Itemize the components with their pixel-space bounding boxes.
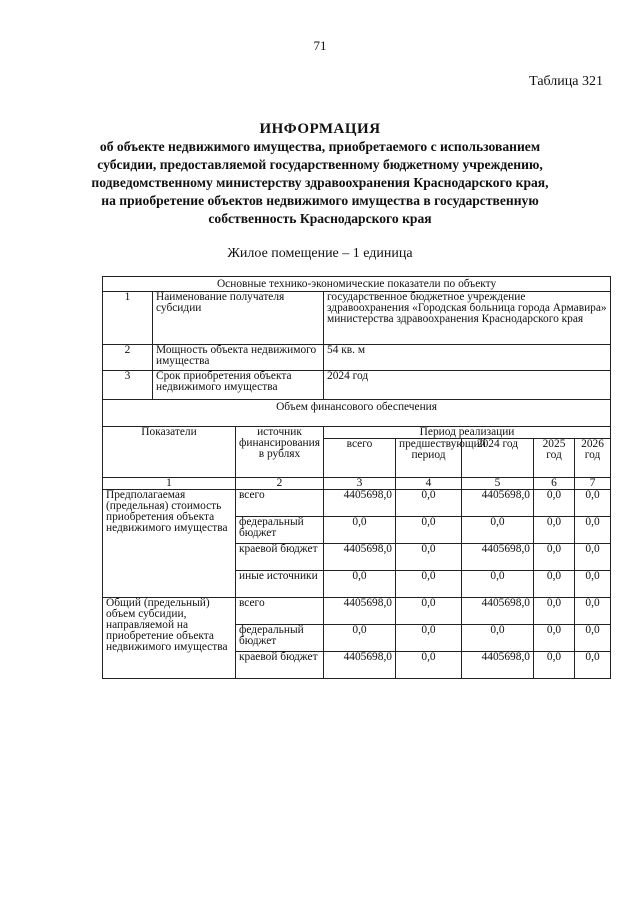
previous-cell: 0,0: [396, 571, 462, 598]
total-cell: 4405698,0: [324, 544, 396, 571]
total-cell: 0,0: [324, 625, 396, 652]
column-index: 7: [575, 478, 611, 490]
y2024-cell: 4405698,0: [462, 652, 534, 679]
section-financing-title: Объем финансового обеспечения: [103, 400, 611, 427]
heading-line-3: подведомственному министерству здравоохранения Краснодарского края,: [91, 175, 549, 190]
table-row: [103, 292, 611, 345]
row-number: 3: [103, 371, 153, 400]
y2026-cell: 0,0: [575, 490, 611, 517]
section-technical-title: Основные технико-экономические показатели по объекту: [103, 277, 611, 292]
source-cell: краевой бюджет: [236, 544, 324, 571]
y2025-cell: 0,0: [534, 544, 575, 571]
source-cell: всего: [236, 490, 324, 517]
total-cell: 0,0: [324, 517, 396, 544]
y2024-cell: 4405698,0: [462, 544, 534, 571]
row-label: Наименование получателя субсидии: [153, 292, 324, 345]
source-cell: краевой бюджет: [236, 652, 324, 679]
y2024-cell: 4405698,0: [462, 490, 534, 517]
y2025-cell: 0,0: [534, 652, 575, 679]
y2024-cell: 0,0: [462, 517, 534, 544]
y2024-cell: 0,0: [462, 571, 534, 598]
heading-line-2: субсидии, предоставляемой государственному бюджетному учреждению,: [97, 157, 543, 172]
header-previous: предшествующий период: [396, 439, 462, 478]
y2025-cell: 0,0: [534, 490, 575, 517]
table-row: [103, 371, 611, 400]
row-label: Срок приобретения объекта недвижимого имущества: [153, 371, 324, 400]
table-row: [103, 598, 611, 625]
row-value: 54 кв. м: [324, 345, 611, 371]
group-label-cost: Предполагаемая (предельная) стоимость приобретения объекта недвижимого имущества: [103, 490, 236, 598]
column-index: 4: [396, 478, 462, 490]
page-number: 71: [313, 38, 327, 53]
y2024-cell: 4405698,0: [462, 598, 534, 625]
previous-cell: 0,0: [396, 544, 462, 571]
row-value: государственное бюджетное учреждение здравоохранения «Городская больница города Армавира» министерства здравоохранения Краснодарского края: [324, 292, 611, 345]
header-total: всего: [324, 439, 396, 478]
row-number: 1: [103, 292, 153, 345]
y2026-cell: 0,0: [575, 571, 611, 598]
object-subtitle: Жилое помещение – 1 единица: [227, 246, 413, 261]
row-label: Мощность объекта недвижимого имущества: [153, 345, 324, 371]
y2025-cell: 0,0: [534, 598, 575, 625]
y2025-cell: 0,0: [534, 517, 575, 544]
heading-line-5: собственность Краснодарского края: [208, 211, 432, 226]
previous-cell: 0,0: [396, 517, 462, 544]
table-row: [103, 345, 611, 371]
previous-cell: 0,0: [396, 598, 462, 625]
header-2024: 2024 год: [462, 439, 534, 478]
heading-main: ИНФОРМАЦИЯ: [259, 121, 381, 137]
column-index: 3: [324, 478, 396, 490]
previous-cell: 0,0: [396, 652, 462, 679]
total-cell: 0,0: [324, 571, 396, 598]
table-row: [103, 490, 611, 517]
column-index: 5: [462, 478, 534, 490]
header-period: Период реализации: [324, 427, 611, 439]
column-index: 1: [103, 478, 236, 490]
total-cell: 4405698,0: [324, 490, 396, 517]
y2026-cell: 0,0: [575, 517, 611, 544]
y2024-cell: 0,0: [462, 625, 534, 652]
source-cell: всего: [236, 598, 324, 625]
document-heading: [80, 120, 560, 228]
y2026-cell: 0,0: [575, 625, 611, 652]
column-index: 6: [534, 478, 575, 490]
header-source: источник финансирования в рублях: [236, 427, 324, 478]
header-indicators: Показатели: [103, 427, 236, 478]
row-value: 2024 год: [324, 371, 611, 400]
y2025-cell: 0,0: [534, 571, 575, 598]
heading-line-1: об объекте недвижимого имущества, приобретаемого с использованием: [99, 139, 541, 154]
source-cell: федеральный бюджет: [236, 517, 324, 544]
source-cell: иные источники: [236, 571, 324, 598]
heading-line-4: на приобретение объектов недвижимого имущества в государственную: [101, 193, 539, 208]
y2025-cell: 0,0: [534, 625, 575, 652]
previous-cell: 0,0: [396, 490, 462, 517]
source-cell: федеральный бюджет: [236, 625, 324, 652]
group-label-subsidy: Общий (предельный) объем субсидии, направляемой на приобретение объекта недвижимого имущества: [103, 598, 236, 679]
y2026-cell: 0,0: [575, 598, 611, 625]
y2026-cell: 0,0: [575, 544, 611, 571]
total-cell: 4405698,0: [324, 652, 396, 679]
table-number: Таблица 321: [529, 74, 603, 89]
y2026-cell: 0,0: [575, 652, 611, 679]
previous-cell: 0,0: [396, 625, 462, 652]
total-cell: 4405698,0: [324, 598, 396, 625]
info-table: [102, 276, 611, 679]
header-2026: 2026 год: [575, 439, 611, 478]
header-2025: 2025 год: [534, 439, 575, 478]
column-index: 2: [236, 478, 324, 490]
row-number: 2: [103, 345, 153, 371]
